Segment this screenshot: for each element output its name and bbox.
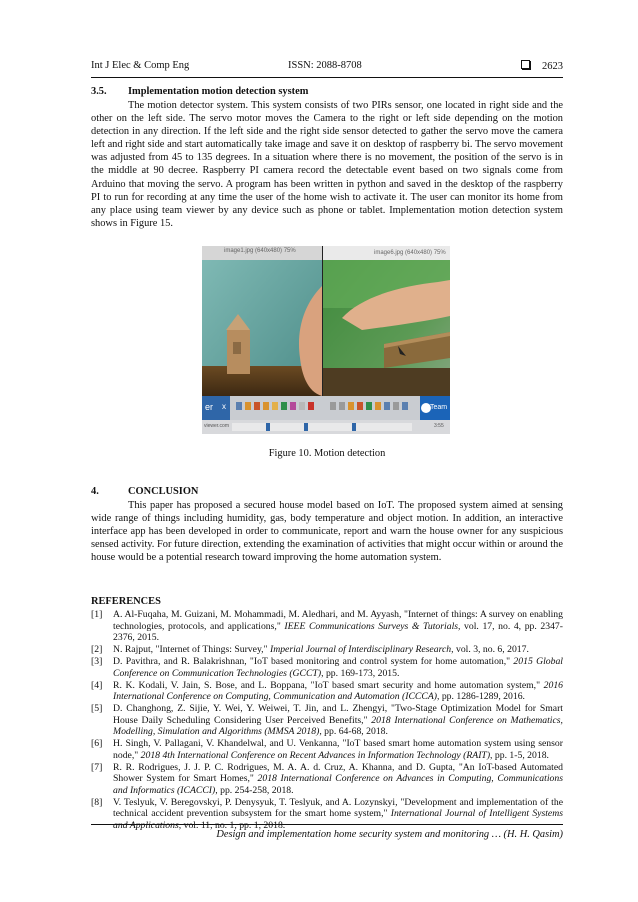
taskbar-left-text: er (205, 402, 214, 412)
reference-authors-title: D. Changhong, Z. Sijie, Y. Wei, Y. Weiwei, T. Jin, and L. Zhengyi, "Two-Stage Optimization Model for Smart House Daily Scheduling Considering User Perceived Benefits," (113, 703, 563, 726)
reference-details: vol. 3, no. 6, 2017. (453, 644, 529, 655)
running-footer: Design and implementation home security system and monitoring … (H. H. Qasim) (216, 829, 563, 840)
reference-item (91, 656, 563, 679)
reference-authors-title: A. Al-Fuqaha, M. Guizani, M. Mohammadi, M. Aledhari, and M. Ayyash, "Internet of things: A survey on enabling technologies, protocols, and applications," (113, 609, 563, 632)
issn: ISSN: 2088-8708 (288, 60, 362, 71)
page-number: 2623 (542, 61, 563, 72)
reference-number: [1] (91, 609, 103, 620)
right-image-label: image6.jpg (640x480) 75% (374, 250, 446, 256)
section-number: 4. (91, 486, 99, 497)
reference-item (91, 680, 563, 703)
reference-item (91, 644, 563, 656)
taskbar-close-button: x (222, 402, 226, 411)
section-3-5-paragraph: The motion detector system. This system consists of two PIRs sensor, one located in right side and the other on the left side. The servo motor moves the Camera to the right or left side depending on the motion detection in any direction. If the left side and the right side sensor detected to gather the servo move the camera left and right side and start automatically take image and save it on desktop of raspberry bi. The servo movement was adjusted from 45 to 135 degrees. In a situation where there is no movement, the position of the servo is in the middle at 90 decree. Raspberry PI camera record the detectable event based on two signals come from Arduino that moving the servo. A program has been written in python and saved in the desktop of the raspberry PI to run for recording at any time the user of the home wish to activate it. The user can monitor its home from any place using team viewer by any device such as phone or tablet. Implementation motion detection system shows in Figure 15. (91, 100, 563, 229)
reference-venue: Imperial Journal of Interdisciplinary Research, (269, 644, 454, 655)
reference-details: vol. 17, no. 4, pp. 2347-2376, 2015. (113, 620, 563, 643)
reference-item (91, 609, 563, 644)
taskbar-corner-left-text: viewer.com (204, 423, 230, 429)
reference-authors-title: V. Teslyuk, V. Beregovskyi, P. Denysyuk, T. Teslyuk, and A. Lozynskyi, "Development and implementation of the technical accident prevention subsystem for the smart home system," (113, 796, 563, 819)
reference-item (91, 797, 563, 832)
reference-venue: 2016 International Conference on Computing, Communication and Automation (ICCCA) (113, 679, 563, 702)
reference-number: [4] (91, 679, 103, 691)
running-header (91, 60, 563, 74)
checkbox-icon (521, 60, 530, 69)
motion-detection-figure (202, 246, 450, 434)
reference-number: [3] (91, 656, 103, 667)
header-rule (91, 77, 563, 78)
reference-details: , pp. 169-173, 2015. (321, 667, 400, 679)
reference-details: , pp. 254-258, 2018. (215, 784, 294, 796)
journal-name: Int J Elec & Comp Eng (91, 60, 190, 71)
reference-item (91, 703, 563, 738)
reference-venue: 2018 International Conference on Mathematics, Modelling, Simulation and Algorithms (MMSA 2018) (113, 714, 563, 737)
reference-number: [5] (91, 703, 103, 714)
reference-number: [2] (91, 644, 103, 655)
reference-venue: 2015 Global Conference on Communication Technologies (GCCT) (113, 656, 563, 679)
reference-details: , pp. 1-5, 2018. (490, 749, 549, 761)
reference-list (91, 609, 563, 832)
section-title: Implementation motion detection system (128, 86, 309, 97)
reference-details: , pp. 64-68, 2018. (319, 726, 388, 737)
reference-authors-title: H. Singh, V. Pallagani, V. Khandelwal, and U. Venkanna, "IoT based smart home automation system using sensor node," (113, 738, 563, 761)
reference-number: [8] (91, 796, 103, 808)
teamviewer-label: Team (430, 404, 448, 411)
references-heading: REFERENCES (91, 596, 161, 607)
figure-caption: Figure 10. Motion detection (268, 448, 386, 459)
footer-rule (91, 824, 563, 825)
header-page-number-group (521, 60, 563, 72)
reference-details: , pp. 1286-1289, 2016. (436, 691, 525, 702)
reference-details: vol. 11, no. 1, pp. 1, 2018. (181, 819, 286, 831)
section-heading-4 (91, 486, 563, 497)
conclusion-paragraph: This paper has proposed a secured house model based on IoT. The proposed system aimed at sensing wide range of things including humidity, gas, body temperature and object motion. In addition, an interactive interface app has been developed in order to communicate, report and warn the house owner for any suspicious sensed activity. For future direction, extending the examination of activities that might occur within or around the house would be a potential research toward improving the home automation system. (91, 500, 563, 564)
left-image-label: image1.jpg (640x480) 75% (224, 248, 296, 254)
reference-number: [7] (91, 761, 103, 773)
reference-authors-title: N. Rajput, "Internet of Things: Survey," (113, 644, 270, 655)
reference-number: [6] (91, 738, 103, 749)
reference-venue: 2018 International Conference on Advances in Computing, Communications and Informatics (ICACCI) (113, 773, 563, 796)
section-title: CONCLUSION (128, 486, 199, 497)
section-heading-3-5 (91, 86, 563, 97)
reference-item (91, 738, 563, 761)
section-number: 3.5. (91, 86, 107, 97)
reference-item (91, 762, 563, 797)
reference-venue: International Journal of Intelligent Systems and Applications, (113, 808, 563, 831)
figure-image (202, 246, 450, 434)
reference-authors-title: R. R. Rodrigues, J. J. P. C. Rodrigues, M. A. A. d. Cruz, A. Khanna, and D. Gupta, "An IoT-based Automated Shower System for Smart Homes," (113, 761, 563, 784)
taskbar-corner-right-text: 3:55 (434, 423, 444, 429)
reference-venue: IEEE Communications Surveys & Tutorials, (284, 620, 461, 632)
reference-venue: 2018 4th International Conference on Recent Advances in Information Technology (RAIT) (140, 749, 491, 761)
reference-authors-title: D. Pavithra, and R. Balakrishnan, "IoT based monitoring and control system for home automation," (113, 656, 514, 667)
reference-authors-title: R. K. Kodali, V. Jain, S. Bose, and L. Boppana, "IoT based smart security and home automation system," (113, 679, 544, 691)
